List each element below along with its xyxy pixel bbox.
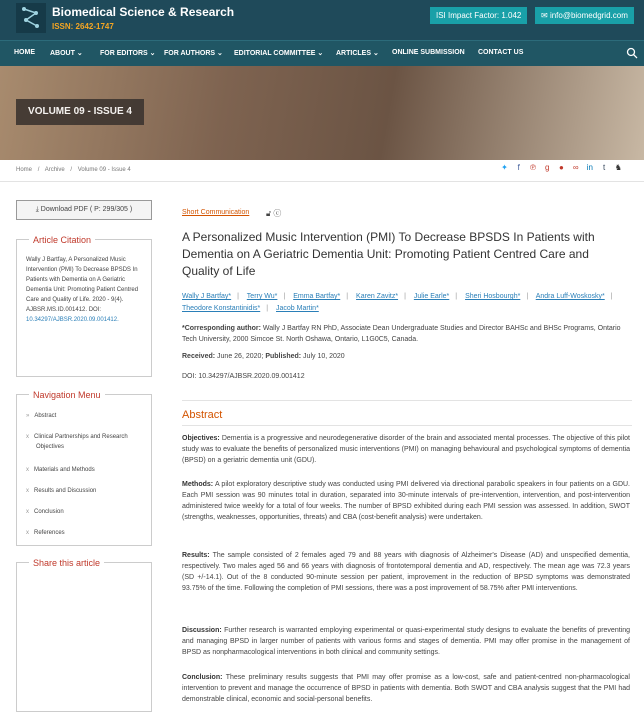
x-icon: x — [26, 530, 29, 536]
citation-heading: Article Citation — [29, 235, 95, 245]
issn-label: ISSN: 2642-1747 — [52, 22, 114, 31]
nav-home[interactable]: HOME — [14, 49, 35, 56]
citation-doi-link[interactable]: 10.34297/AJBSR.2020.09.001412. — [26, 317, 119, 323]
author-link[interactable]: Julie Earle* — [413, 293, 450, 300]
author-link[interactable]: Theodore Konstantinidis* — [182, 305, 261, 312]
breadcrumb-home[interactable]: Home — [16, 167, 33, 173]
divider — [182, 425, 632, 426]
twitter-icon[interactable]: ✦ — [501, 163, 508, 172]
nav-articles[interactable]: ARTICLES ⌄ — [336, 50, 379, 57]
article-doi[interactable]: DOI: 10.34297/AJBSR.2020.09.001412 — [182, 373, 305, 380]
x-icon: x — [26, 488, 29, 494]
author-link[interactable]: Emma Bartfay* — [293, 293, 341, 300]
tumblr-icon[interactable]: t — [603, 163, 606, 172]
pdf-icon: ⤓ — [35, 206, 41, 213]
nav-link-conclusion[interactable]: x Conclusion — [26, 509, 64, 515]
abstract-objectives: Objectives: Dementia is a progressive and neurodegenerative disorder of the brain and associated mental processes. The objective of this pilot study was to evaluate the benefits of personalized music interventions (PMI) on managing behavioural and psychological symptoms of dementia (BPSD) on a geriatric dementia unit (GDU). — [182, 435, 631, 464]
nav-link-materials-methods[interactable]: x Materials and Methods — [26, 467, 95, 473]
abstract-heading: Abstract — [182, 409, 223, 421]
author-link[interactable]: Wally J Bartfay* — [182, 293, 232, 300]
nav-for-editors[interactable]: FOR EDITORS ⌄ — [100, 50, 156, 57]
abstract-conclusion: Conclusion: These preliminary results suggests that PMI may offer promise as a low-cost, safe and patient-centred non-pharmacological intervention to prevent and manage the occurrence of BPSD in patients with dementia. Both SWOT and CBA analysis suggest that the PMI had demonstrable clinical, economic and social-personal benefits. — [182, 674, 630, 703]
author-link[interactable]: Sheri Hosbourgh* — [465, 293, 521, 300]
abstract-methods: Methods: A pilot exploratory descriptive study was conducted using PMI delivered via directional parabolic speakers in four patients on a GDU. Each PMI session was 90 minutes total in duration, separated into 30-minute intervals of pre-intervention, intervention, and post-intervention administered twice weekly for a total of four weeks. The number of BPSD exhibited during each PMI session was assessed. In addition, SWOT (strengths, weaknesses, opportunities, threats) and CBA (cost-benefit analysis) were undertaken. — [182, 481, 630, 521]
nav-editorial-committee[interactable]: EDITORIAL COMMITTEE ⌄ — [234, 50, 324, 57]
navigation-heading: Navigation Menu — [29, 390, 105, 400]
reddit-icon[interactable]: ● — [559, 163, 564, 172]
site-logo[interactable] — [16, 3, 46, 33]
author-link[interactable]: Terry Wu* — [246, 293, 278, 300]
impact-factor-badge[interactable]: ISI Impact Factor: 1.042 — [430, 7, 527, 24]
nav-link-references[interactable]: x References — [26, 530, 65, 536]
article-dates: Received: June 26, 2020; Published: July 10, 2020 — [182, 353, 345, 360]
breadcrumb-archive[interactable]: Archive — [44, 167, 65, 173]
corresponding-author: *Corresponding author: Wally J Bartfay RN PhD, Associate Dean Undergraduate Studies and Director BAHSc and BHSc Programs, Ontario Tech University, 2000 Simcoe St. North Oshawa, Ontario, L1G0C5, Canada. — [182, 325, 621, 343]
share-heading: Share this article — [29, 558, 104, 568]
nav-link-clinical-partnerships[interactable]: x Clinical Partnerships and Research Objectives — [26, 434, 128, 450]
open-access-icon: 🔓︎ — [266, 209, 272, 218]
search-icon[interactable] — [626, 47, 638, 59]
google-plus-icon[interactable]: g — [544, 163, 550, 172]
x-icon: x — [26, 434, 29, 440]
breadcrumb-current: Volume 09 - Issue 4 — [77, 167, 131, 173]
nav-link-results-discussion[interactable]: x Results and Discussion — [26, 488, 97, 494]
open-access-icons — [266, 208, 281, 219]
author-link[interactable]: Karen Zavitz* — [356, 293, 399, 300]
article-title: A Personalized Music Intervention (PMI) To Decrease BPSDS In Patients with Dementia on A Geriatric Dementia Unit: Promoting Patient Centred Care and Quality of Life — [182, 230, 595, 278]
nav-about[interactable]: ABOUT ⌄ — [50, 50, 83, 57]
share-box — [16, 558, 152, 712]
main-nav — [0, 40, 644, 66]
divider — [182, 400, 632, 401]
x-icon: x — [26, 509, 29, 515]
author-link[interactable]: Jacob Martin* — [276, 305, 319, 312]
abstract-results: Results: The sample consisted of 2 females aged 79 and 88 years with diagnosis of Alzheimer's Disease (AD) and unspecified dementia, respectively. Two males aged 56 and 66 years with diagnosis of frontotemporal dementia and AD, respectively. The mean age was 72.3 years (SD +/-14.1). Out of the 8 conducted 90-minute session per patient, improvement in the reduction of BPSD symptoms was demonstrated 93.75% of the time. Following the completion of PMI sessions, there was a post improvement of 58.75% after PMI interventions. — [182, 552, 630, 592]
download-pdf-button[interactable]: ⤓ Download PDF ( P: 299/305 ) — [16, 200, 152, 220]
stumbleupon-icon[interactable]: ∞ — [572, 163, 579, 172]
nav-contact-us[interactable]: CONTACT US — [478, 49, 524, 56]
author-link[interactable]: Andra Luff-Woskosky* — [535, 293, 605, 300]
share-icons-bar — [500, 163, 626, 172]
breadcrumb: Home / Archive / Volume 09 - Issue 4 — [16, 167, 131, 173]
site-header — [0, 0, 644, 40]
citation-text: Wally J Bartfay, A Personalized Music Intervention (PMI) To Decrease BPSDS In Patients with Dementia on A Geriatric Dementia Unit: Promoting Patient Centred Care and Quality of Life. 2020 - 9(4). AJBSR.MS.ID.001412. DOI: 10.34297/AJBSR.2020.09.001412. — [26, 257, 139, 323]
email-link[interactable]: ✉ info@biomedgrid.com — [535, 7, 634, 24]
author-list: Wally J Bartfay* | Terry Wu* | Emma Bartfay* | Karen Zavitz* | Julie Earle* | Sheri Hosbourgh* | Andra Luff-Woskosky* | Theodore Konstantinidis* | Jacob Martin* — [182, 293, 613, 312]
divider — [0, 181, 644, 182]
envelope-icon: ✉ — [541, 11, 550, 20]
double-chevron-icon: » — [26, 413, 30, 419]
nav-online-submission[interactable]: ONLINE SUBMISSION — [392, 49, 465, 56]
linkedin-icon[interactable]: in — [586, 163, 594, 172]
nav-for-authors[interactable]: FOR AUTHORS ⌄ — [164, 50, 223, 57]
nav-link-abstract[interactable]: » Abstract — [26, 413, 57, 419]
digg-icon[interactable]: ♞ — [614, 163, 622, 172]
facebook-icon[interactable]: f — [517, 163, 520, 172]
site-title[interactable]: Biomedical Science & Research — [52, 5, 235, 19]
volume-badge: VOLUME 09 - ISSUE 4 — [16, 99, 144, 125]
hero-banner — [0, 66, 644, 160]
abstract-discussion: Discussion: Further research is warranted employing experimental or quasi-experimental study designs to evaluate the benefits of preventing and managing BPSD in larger number of patients with various forms and stages of dementia. PMI may offer promise in the management of BPSD as nonpharmacological interventions in both clinical and community settings. — [182, 627, 631, 656]
pinterest-icon[interactable]: ℗ — [530, 163, 536, 172]
creative-commons-icon: ⓒ — [273, 209, 282, 218]
article-type-link[interactable]: Short Communication — [182, 209, 250, 216]
x-icon: x — [26, 467, 29, 473]
